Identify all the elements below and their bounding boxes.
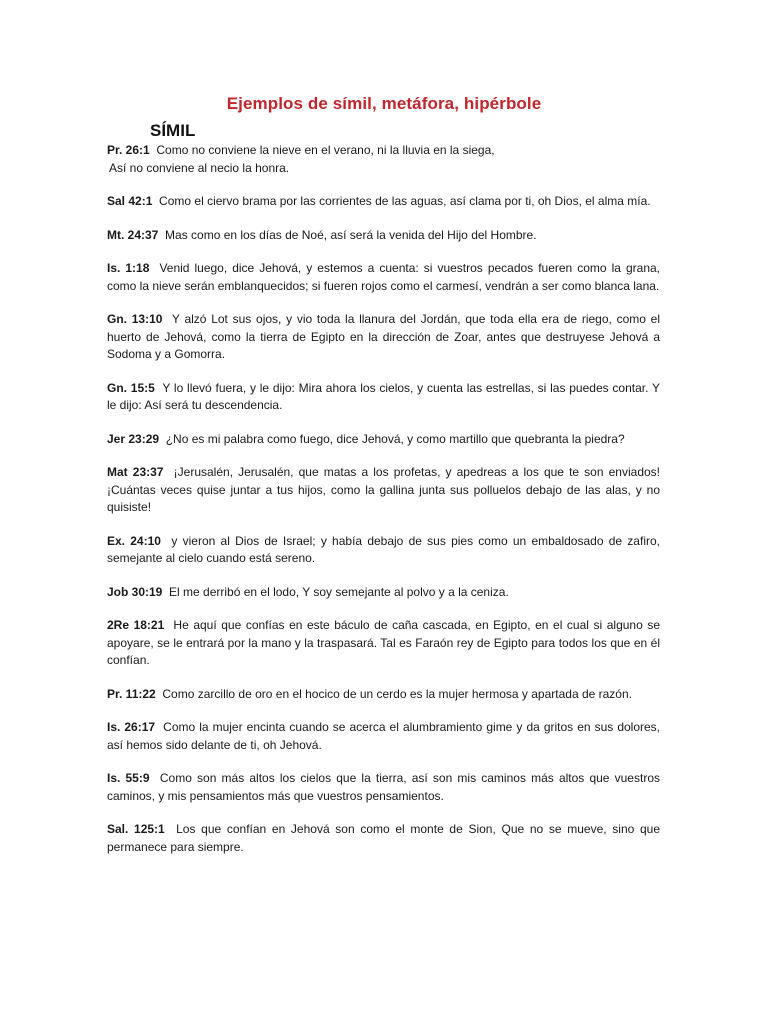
entry-reference: Pr. 11:22	[107, 686, 156, 701]
entry-reference: Mt. 24:37	[107, 227, 159, 242]
entry-text: El me derribó en el lodo, Y soy semejante al polvo y a la ceniza.	[169, 584, 509, 599]
entry-reference: Is. 1:18	[107, 261, 150, 275]
entry-reference: Jer 23:29	[107, 431, 160, 446]
entry-pr-26-1	[107, 142, 660, 177]
entry-text: Como son más altos los cielos que la tierra, así son mis caminos más altos que vuestros caminos, y mis pensamientos más que vuestros pensamientos.	[107, 771, 660, 803]
entry-text: ¡Jerusalén, Jerusalén, que matas a los profetas, y apedreas a los que te son enviados! ¡Cuántas veces quise juntar a tus hijos, como la gallina junta sus polluelos debajo de las alas, y no quisiste!	[107, 465, 660, 514]
entry-sal-42-1	[107, 193, 660, 211]
entry-jer-23-29	[107, 431, 660, 449]
entry-2re-18-21	[107, 617, 660, 670]
entry-mt-24-37	[107, 227, 660, 245]
entry-reference: Gn. 13:10	[107, 312, 163, 326]
entry-text: Como zarcillo de oro en el hocico de un cerdo es la mujer hermosa y apartada de razón.	[162, 686, 632, 701]
entry-text: Y alzó Lot sus ojos, y vio toda la llanura del Jordán, que toda ella era de riego, como el huerto de Jehová, como la tierra de Egipto en la dirección de Zoar, antes que destruyese Jehová a Sodoma y a Gomorra.	[107, 312, 660, 361]
entry-job-30-19	[107, 584, 660, 602]
entry-text: Como la mujer encinta cuando se acerca el alumbramiento gime y da gritos en sus dolores, así hemos sido delante de ti, oh Jehová.	[107, 720, 661, 752]
entry-mat-23-37	[107, 464, 660, 517]
entry-reference: Is. 55:9	[107, 771, 150, 785]
entry-text-continuation: Así no conviene al necio la honra.	[109, 160, 290, 175]
entry-reference: Mat 23:37	[107, 465, 164, 479]
entry-reference: 2Re 18:21	[107, 618, 165, 632]
entry-reference: Sal. 125:1	[107, 822, 165, 836]
entry-reference: Gn. 15:5	[107, 380, 155, 395]
section-heading-simil: SÍMIL	[150, 121, 196, 140]
entry-gn-15-5	[107, 380, 660, 415]
entry-reference: Is. 26:17	[107, 720, 156, 734]
entry-pr-11-22	[107, 686, 660, 704]
entry-reference: Sal 42:1	[107, 194, 153, 208]
entry-text: Como no conviene la nieve en el verano, ni la lluvia en la siega,	[156, 143, 495, 157]
entry-reference: Pr. 26:1	[107, 143, 150, 157]
entry-text: Y lo llevó fuera, y le dijo: Mira ahora los cielos, y cuenta las estrellas, si las puedes contar. Y le dijo: Así será tu descendencia.	[107, 380, 660, 412]
entry-text: Como el ciervo brama por las corrientes de las aguas, así clama por ti, oh Dios, el alma mía.	[159, 194, 651, 208]
entry-is-26-17	[107, 719, 660, 754]
entry-text: Venid luego, dice Jehová, y estemos a cuenta: si vuestros pecados fueren como la grana, como la nieve serán emblanquecidos; si fueren rojos como el carmesí, vendrán a ser como blanca lana.	[107, 261, 661, 293]
entry-list	[107, 142, 660, 872]
entry-is-1-18	[107, 260, 660, 295]
entry-text: Los que confían en Jehová son como el monte de Sion, Que no se mueve, sino que permanece para siempre.	[107, 822, 661, 854]
entry-reference: Ex. 24:10	[107, 533, 161, 548]
entry-is-55-9	[107, 770, 660, 805]
entry-text: Mas como en los días de Noé, así será la venida del Hijo del Hombre.	[165, 227, 537, 242]
entry-ex-24-10	[107, 533, 660, 568]
entry-text: y vieron al Dios de Israel; y había debajo de sus pies como un embaldosado de zafiro, semejante al cielo cuando está sereno.	[107, 533, 660, 565]
entry-reference: Job 30:19	[107, 584, 163, 599]
entry-sal-125-1	[107, 821, 660, 856]
entry-text: He aquí que confías en este báculo de caña cascada, en Egipto, en el cual si alguno se apoyare, se le entrará por la mano y la traspasará. Tal es Faraón rey de Egipto para todos los que en él confían.	[107, 618, 661, 667]
entry-gn-13-10	[107, 311, 660, 364]
document-title: Ejemplos de símil, metáfora, hipérbole	[226, 94, 542, 113]
entry-text: ¿No es mi palabra como fuego, dice Jehová, y como martillo que quebranta la piedra?	[165, 431, 625, 446]
